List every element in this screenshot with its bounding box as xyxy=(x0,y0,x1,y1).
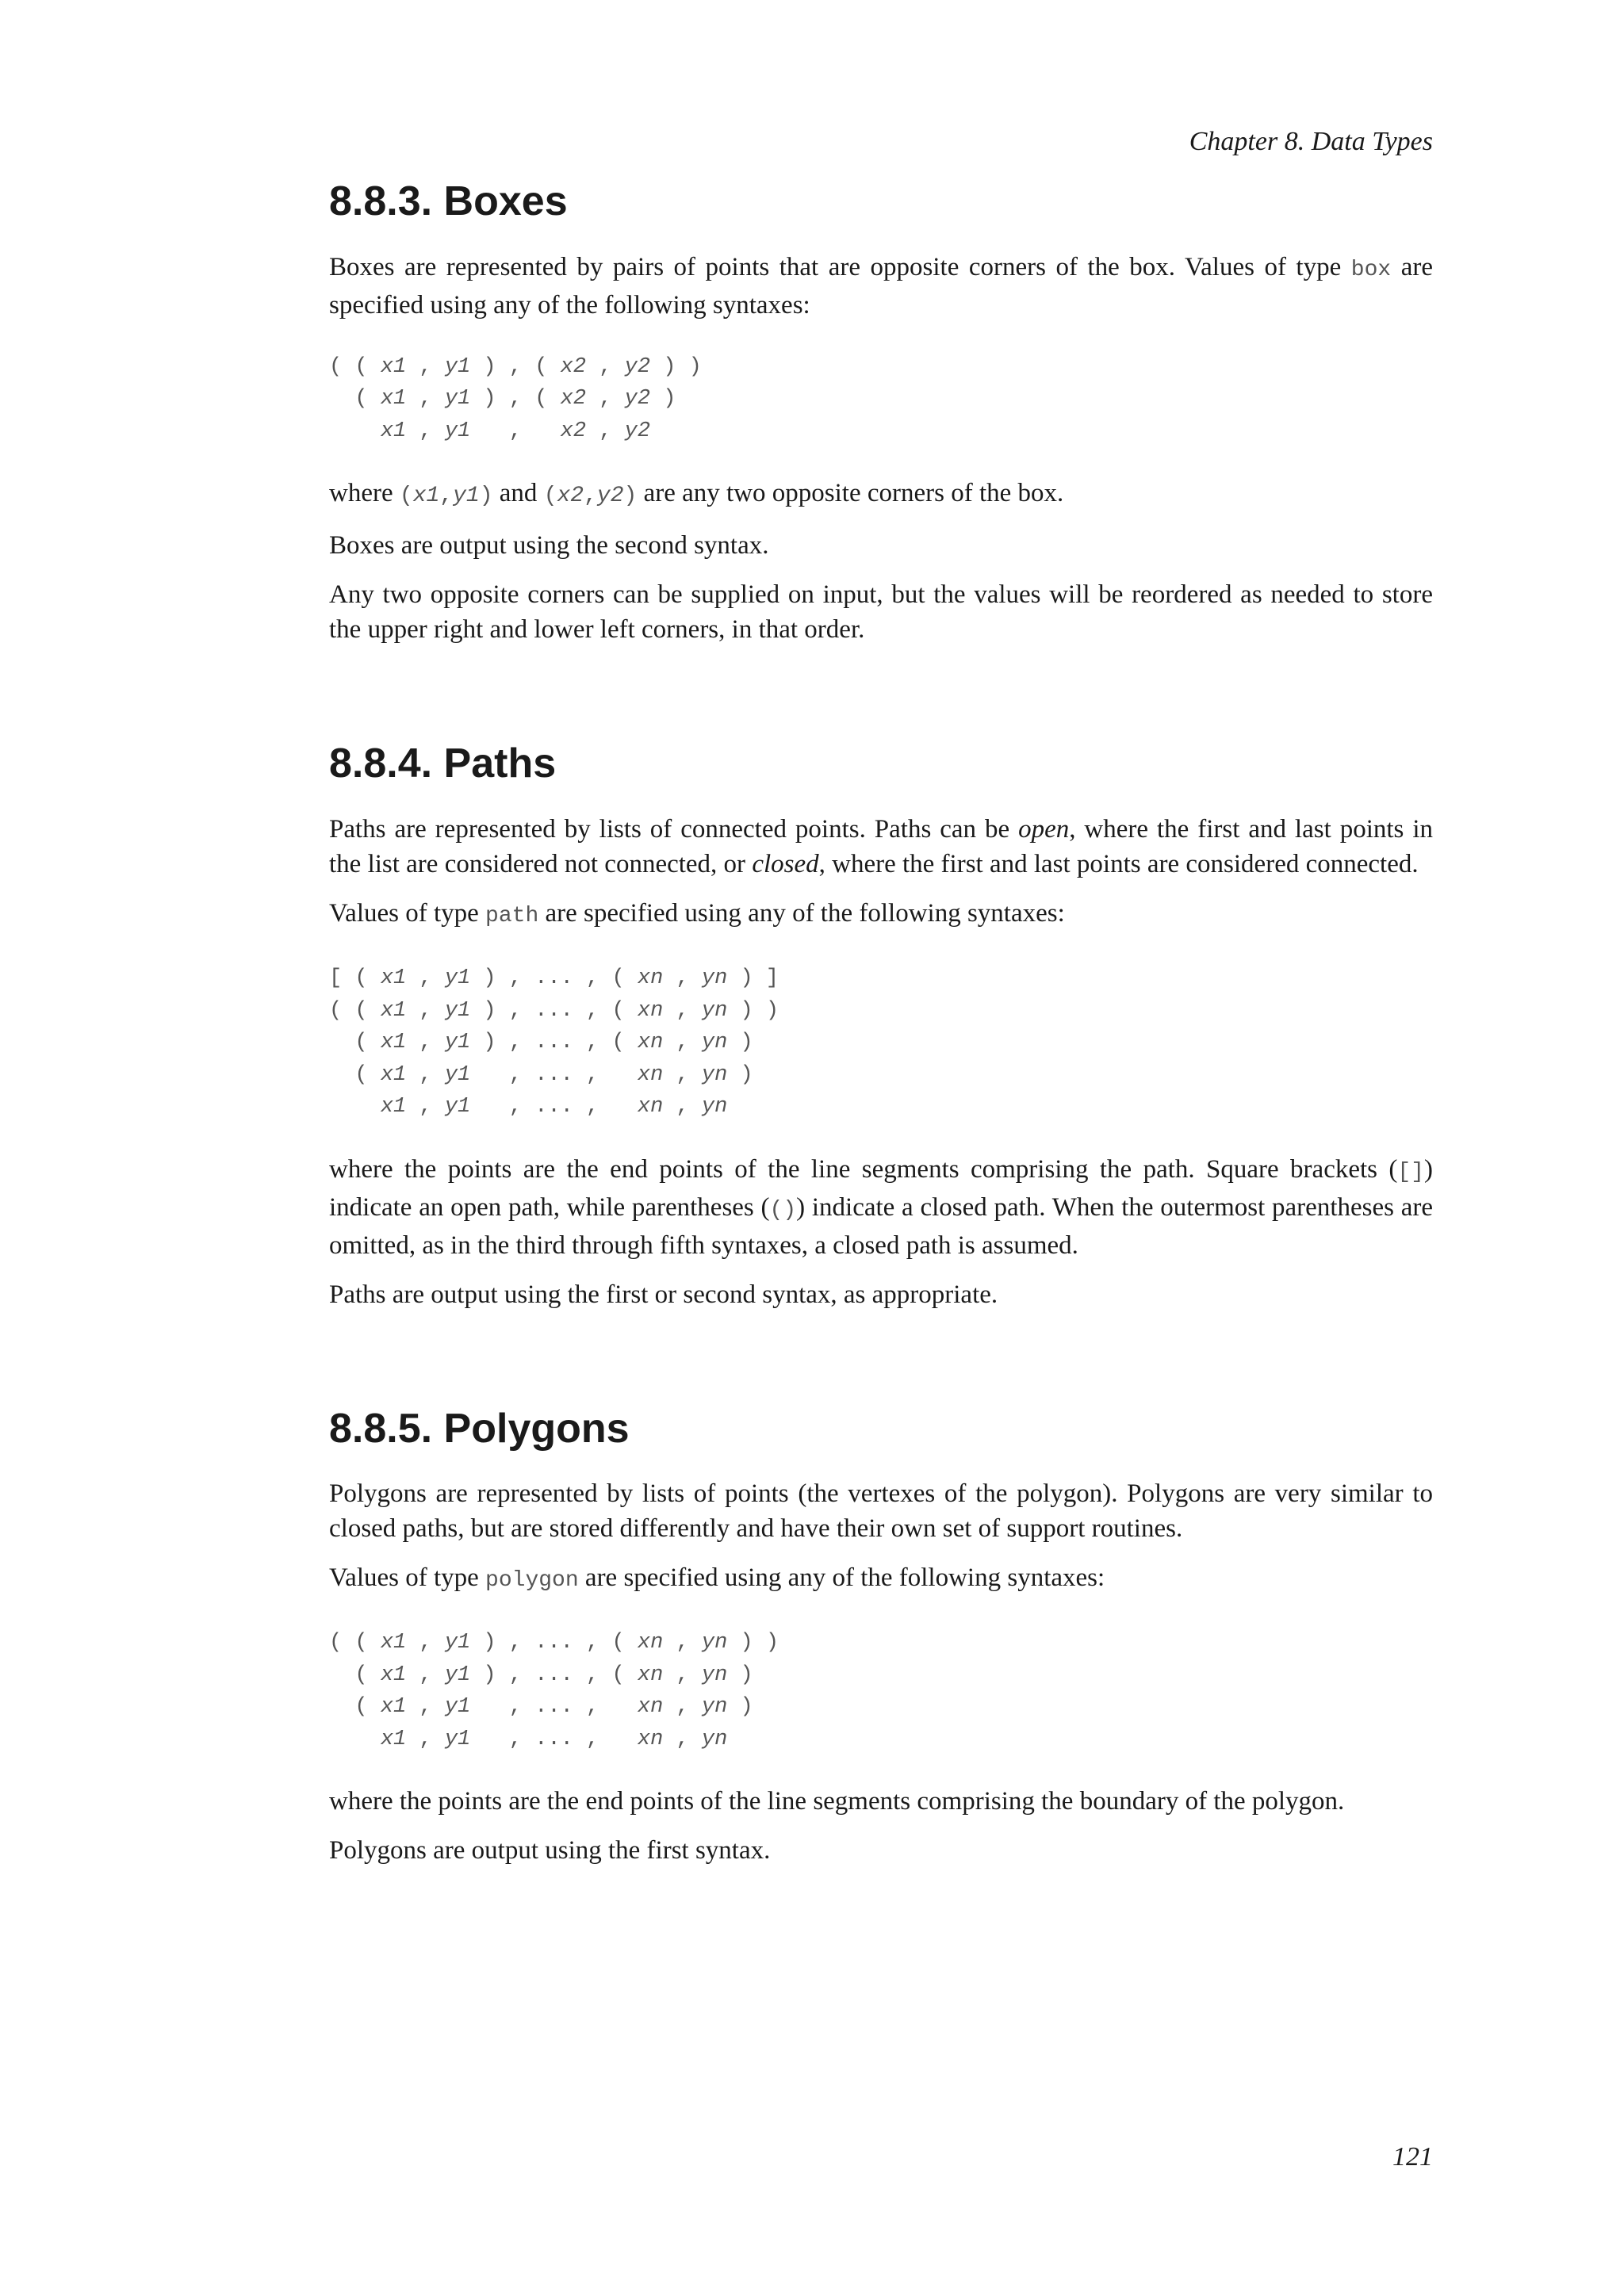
syntax-placeholder: y1 xyxy=(444,998,471,1023)
syntax-punctuation: , xyxy=(406,1031,445,1055)
code-var-y2: y2 xyxy=(596,484,624,509)
syntax-line xyxy=(329,1659,1433,1692)
section-heading-polygons: 8.8.5. Polygons xyxy=(329,1405,630,1452)
polygons-type-code: polygon xyxy=(485,1568,579,1594)
polygons-output-paragraph: Polygons are output using the first syntax. xyxy=(329,1836,771,1866)
syntax-placeholder: x1 xyxy=(380,1031,407,1055)
syntax-placeholder: y1 xyxy=(444,1663,471,1687)
syntax-placeholder: x2 xyxy=(560,387,587,411)
section-boxes xyxy=(329,178,1433,647)
syntax-placeholder: xn xyxy=(637,1095,664,1119)
syntax-punctuation: ) , ... , ( xyxy=(470,1663,638,1687)
syntax-punctuation: ) xyxy=(727,1031,753,1055)
syntax-line xyxy=(329,1059,1433,1092)
syntax-placeholder: x1 xyxy=(380,1695,407,1720)
paths-values-text-1: Values of type xyxy=(329,899,486,928)
paths-where-text-3: ) indicate a closed path. When the outermost parentheses are omitted, as in the third through fifth syntaxes, a closed path is assumed. xyxy=(329,1192,1433,1260)
syntax-punctuation: ( ( xyxy=(329,1631,381,1655)
syntax-punctuation: , xyxy=(663,1031,702,1055)
syntax-placeholder: y2 xyxy=(624,387,651,411)
syntax-line xyxy=(329,1691,1433,1724)
syntax-punctuation: , xyxy=(406,966,445,991)
syntax-punctuation: ( xyxy=(329,1695,381,1720)
syntax-punctuation: ) , ... , ( xyxy=(470,966,638,991)
syntax-punctuation: , xyxy=(586,387,625,411)
syntax-placeholder: yn xyxy=(701,1095,728,1119)
boxes-type-code: box xyxy=(1350,257,1392,282)
syntax-punctuation: ) xyxy=(727,1695,753,1720)
syntax-punctuation: , xyxy=(663,1095,702,1119)
syntax-placeholder: x1 xyxy=(380,998,407,1023)
syntax-placeholder: yn xyxy=(701,1727,728,1751)
syntax-placeholder: x1 xyxy=(380,1062,407,1087)
syntax-punctuation: , xyxy=(586,419,625,443)
boxes-corner1-code xyxy=(400,484,493,508)
code-paren-close: ) xyxy=(623,484,638,509)
code-paren-open: ( xyxy=(543,484,557,509)
syntax-placeholder: yn xyxy=(701,1062,728,1087)
boxes-intro-text-1: Boxes are represented by pairs of points that are opposite corners of the box. Values of type xyxy=(329,252,1351,281)
paths-where-paragraph xyxy=(329,1152,1433,1263)
syntax-placeholder: y1 xyxy=(444,1727,471,1751)
code-paren-open: ( xyxy=(399,484,413,509)
paths-intro-text-1: Paths are represented by lists of connected points. Paths can be xyxy=(329,815,1019,844)
syntax-placeholder: y1 xyxy=(444,1095,471,1119)
syntax-line xyxy=(329,351,1433,384)
syntax-placeholder: x1 xyxy=(380,354,407,379)
syntax-placeholder: xn xyxy=(637,966,664,991)
syntax-placeholder: x1 xyxy=(380,419,407,443)
syntax-punctuation: , xyxy=(406,387,445,411)
syntax-placeholder: yn xyxy=(701,1663,728,1687)
syntax-placeholder: yn xyxy=(701,1695,728,1720)
syntax-punctuation: ) xyxy=(727,1062,753,1087)
syntax-punctuation: ( ( xyxy=(329,998,381,1023)
polygons-intro-paragraph: Polygons are represented by lists of points (the vertexes of the polygon). Polygons are very similar to closed paths, but are stored differently and have their own set of support routines. xyxy=(329,1479,1433,1544)
syntax-punctuation: ) ] xyxy=(727,966,779,991)
boxes-reorder-paragraph: Any two opposite corners can be supplied on input, but the values will be reordered as needed to store the upper right and lower left corners, in that order. xyxy=(329,580,1433,645)
paths-term-closed: closed xyxy=(752,850,819,879)
syntax-punctuation: , xyxy=(586,354,625,379)
boxes-output-paragraph: Boxes are output using the second syntax. xyxy=(329,531,769,561)
syntax-punctuation: , xyxy=(663,966,702,991)
syntax-punctuation: ( xyxy=(329,1062,381,1087)
syntax-placeholder: xn xyxy=(637,1062,664,1087)
syntax-placeholder: x1 xyxy=(380,1631,407,1655)
paths-type-code: path xyxy=(485,904,539,929)
syntax-line xyxy=(329,1091,1433,1123)
syntax-punctuation: , xyxy=(470,419,561,443)
syntax-punctuation: ) , ... , ( xyxy=(470,1031,638,1055)
code-paren-close: ) xyxy=(479,484,493,509)
section-heading-paths: 8.8.4. Paths xyxy=(329,740,557,787)
syntax-punctuation: ) , ( xyxy=(470,354,561,379)
syntax-placeholder: x2 xyxy=(560,354,587,379)
syntax-placeholder: y2 xyxy=(624,354,651,379)
syntax-punctuation xyxy=(329,1095,381,1119)
paths-syntax-block xyxy=(329,962,1433,1123)
syntax-placeholder: yn xyxy=(701,1031,728,1055)
syntax-punctuation: , xyxy=(663,1727,702,1751)
syntax-placeholder: xn xyxy=(637,998,664,1023)
syntax-line xyxy=(329,415,1433,448)
syntax-line xyxy=(329,1627,1433,1659)
syntax-placeholder: x1 xyxy=(380,966,407,991)
syntax-placeholder: y2 xyxy=(624,419,651,443)
syntax-placeholder: y1 xyxy=(444,1031,471,1055)
paths-values-paragraph xyxy=(329,896,1433,934)
syntax-placeholder: y1 xyxy=(444,1695,471,1720)
syntax-punctuation: , xyxy=(663,1631,702,1655)
syntax-punctuation: , xyxy=(663,1695,702,1720)
boxes-intro-text-2: are specified using any of the following syntaxes: xyxy=(329,252,1433,320)
syntax-punctuation: ) , ( xyxy=(470,387,561,411)
syntax-punctuation: , xyxy=(406,354,445,379)
syntax-line xyxy=(329,1027,1433,1059)
syntax-punctuation: , xyxy=(406,1695,445,1720)
syntax-line xyxy=(329,383,1433,415)
syntax-placeholder: y1 xyxy=(444,966,471,991)
syntax-punctuation: ) ) xyxy=(727,1631,779,1655)
polygons-syntax-block xyxy=(329,1627,1433,1755)
code-var-y1: y1 xyxy=(453,484,480,509)
section-polygons xyxy=(329,1406,1433,1869)
syntax-punctuation: ) ) xyxy=(650,354,702,379)
code-var-x1: x1 xyxy=(412,484,440,509)
paths-parens-code: () xyxy=(769,1197,797,1223)
polygons-values-text-1: Values of type xyxy=(329,1563,486,1593)
syntax-line xyxy=(329,995,1433,1027)
syntax-placeholder: xn xyxy=(637,1695,664,1720)
syntax-placeholder: yn xyxy=(701,1631,728,1655)
syntax-punctuation: ) , ... , ( xyxy=(470,998,638,1023)
syntax-punctuation: ) xyxy=(650,387,676,411)
syntax-line xyxy=(329,962,1433,995)
code-comma: , xyxy=(584,484,597,509)
syntax-punctuation: , xyxy=(406,1727,445,1751)
syntax-placeholder: y1 xyxy=(444,419,471,443)
code-comma: , xyxy=(439,484,454,509)
syntax-punctuation: , ... , xyxy=(470,1062,638,1087)
syntax-punctuation: ( xyxy=(329,1663,381,1687)
paths-where-text-1: where the points are the end points of the line segments comprising the path. Square brackets ( xyxy=(329,1154,1398,1184)
paths-intro-paragraph xyxy=(329,812,1433,882)
syntax-placeholder: x1 xyxy=(380,1095,407,1119)
syntax-placeholder: yn xyxy=(701,998,728,1023)
syntax-punctuation: , xyxy=(663,998,702,1023)
syntax-punctuation: ) xyxy=(727,1663,753,1687)
syntax-punctuation xyxy=(329,419,381,443)
boxes-where-and: and xyxy=(492,479,544,508)
polygons-values-paragraph xyxy=(329,1560,1433,1598)
syntax-placeholder: x1 xyxy=(380,387,407,411)
boxes-syntax-block xyxy=(329,351,1433,448)
page-content xyxy=(329,178,1433,1882)
syntax-punctuation: ) ) xyxy=(727,998,779,1023)
syntax-placeholder: x1 xyxy=(380,1727,407,1751)
syntax-punctuation xyxy=(329,1728,381,1751)
paths-values-text-2: are specified using any of the following syntaxes: xyxy=(538,899,1065,928)
syntax-punctuation: , ... , xyxy=(470,1727,638,1751)
syntax-placeholder: y1 xyxy=(444,1062,471,1087)
paths-brackets-code: [] xyxy=(1397,1159,1424,1184)
syntax-punctuation: ( ( xyxy=(329,354,381,379)
syntax-placeholder: xn xyxy=(637,1631,664,1655)
syntax-line xyxy=(329,1724,1433,1756)
boxes-where-text-2: are any two opposite corners of the box. xyxy=(637,479,1064,508)
syntax-placeholder: yn xyxy=(701,966,728,991)
syntax-punctuation: [ ( xyxy=(329,966,381,991)
syntax-placeholder: x2 xyxy=(560,419,587,443)
boxes-where-paragraph xyxy=(329,476,1433,514)
syntax-punctuation: , xyxy=(406,998,445,1023)
syntax-punctuation: ( xyxy=(329,1031,381,1055)
syntax-placeholder: xn xyxy=(637,1031,664,1055)
paths-where-text-2: ) indicate an open path, while parentheses ( xyxy=(329,1154,1433,1222)
syntax-punctuation: , ... , xyxy=(470,1695,638,1720)
syntax-punctuation: , xyxy=(406,1663,445,1687)
paths-output-paragraph: Paths are output using the first or second syntax, as appropriate. xyxy=(329,1280,998,1309)
syntax-punctuation: , xyxy=(406,1062,445,1087)
section-paths xyxy=(329,740,1433,1311)
running-header: Chapter 8. Data Types xyxy=(1189,127,1433,156)
polygons-where-paragraph: where the points are the end points of the line segments comprising the boundary of the polygon. xyxy=(329,1787,1345,1816)
paths-intro-text-3: , where the first and last points are considered connected. xyxy=(818,850,1419,879)
syntax-placeholder: y1 xyxy=(444,354,471,379)
syntax-punctuation: , xyxy=(663,1062,702,1087)
syntax-punctuation: , ... , xyxy=(470,1095,638,1119)
syntax-punctuation: , xyxy=(406,1095,445,1119)
code-var-x2: x2 xyxy=(557,484,584,509)
polygons-values-text-2: are specified using any of the following syntaxes: xyxy=(578,1563,1105,1593)
syntax-punctuation: ) , ... , ( xyxy=(470,1631,638,1655)
syntax-punctuation: , xyxy=(406,1631,445,1655)
syntax-placeholder: xn xyxy=(637,1663,664,1687)
syntax-punctuation: , xyxy=(406,419,445,443)
paths-intro-text-2: , where the first and last points in the list are considered not connected, or xyxy=(329,815,1433,879)
syntax-punctuation: ( xyxy=(329,387,381,411)
syntax-placeholder: x1 xyxy=(380,1663,407,1687)
section-heading-boxes: 8.8.3. Boxes xyxy=(329,178,568,224)
syntax-placeholder: y1 xyxy=(444,387,471,411)
syntax-placeholder: y1 xyxy=(444,1631,471,1655)
page-number: 121 xyxy=(1392,2142,1433,2172)
boxes-corner2-code xyxy=(544,484,638,508)
syntax-punctuation: , xyxy=(663,1663,702,1687)
boxes-where-text-1: where xyxy=(329,479,400,508)
paths-term-open: open xyxy=(1018,815,1070,844)
syntax-placeholder: xn xyxy=(637,1727,664,1751)
boxes-intro-paragraph xyxy=(329,250,1433,323)
